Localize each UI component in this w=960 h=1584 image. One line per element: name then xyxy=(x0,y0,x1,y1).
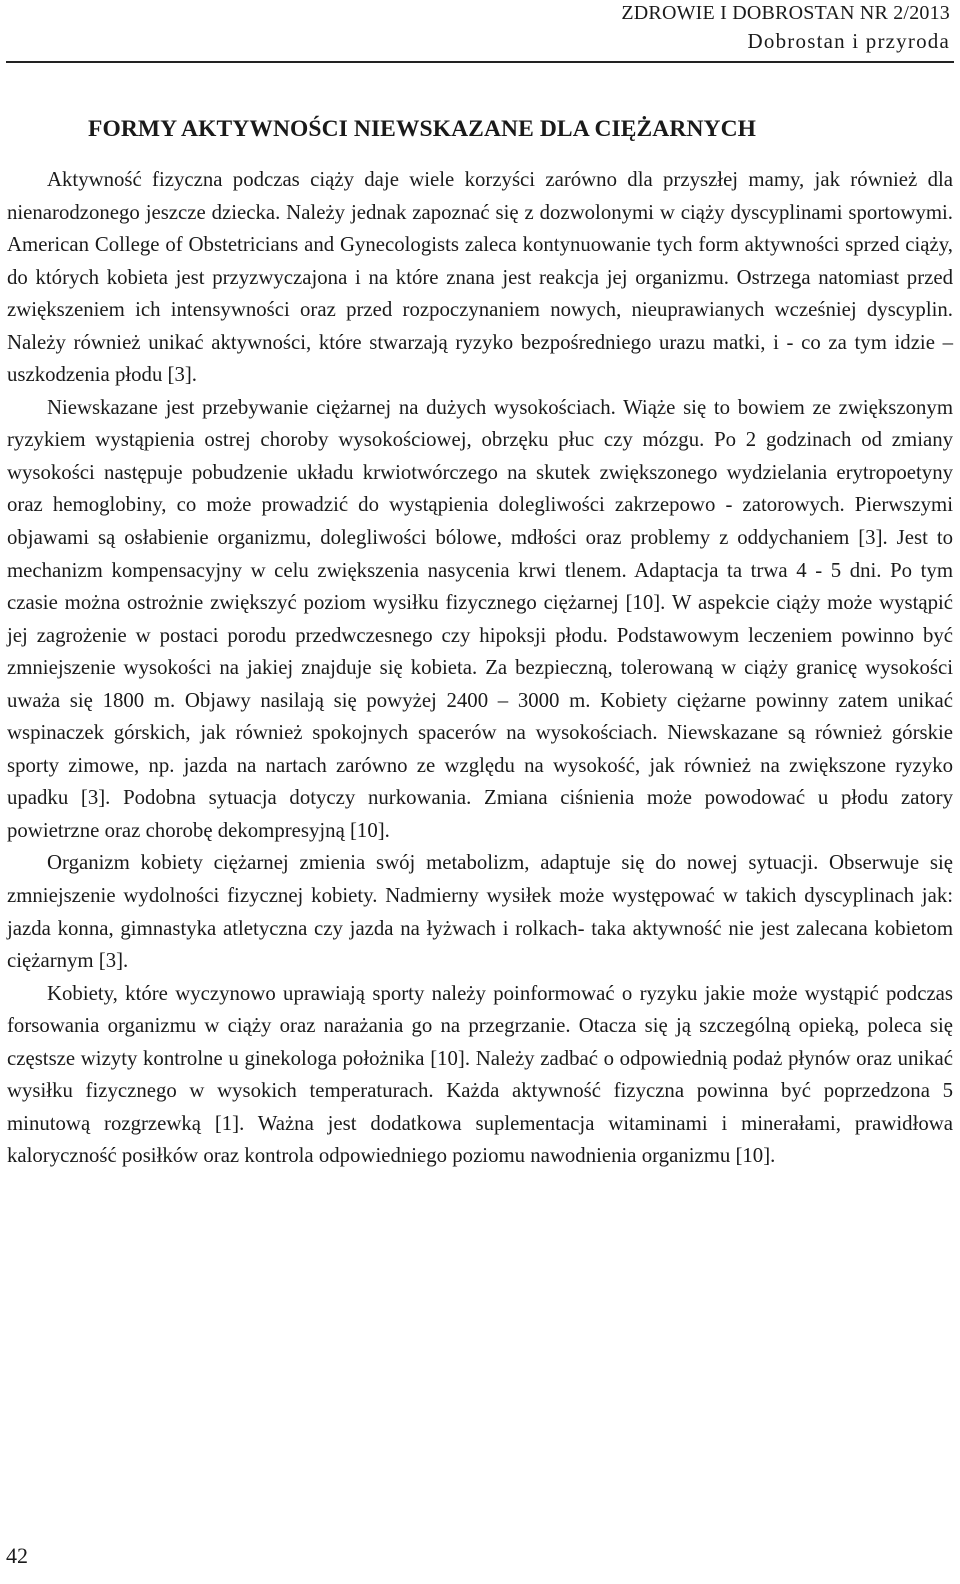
page-number: 42 xyxy=(6,1543,28,1568)
paragraph-4: Kobiety, które wyczynowo uprawiają sporty należy poinformować o ryzyku jakie może wystąpić podczas forsowania organizmu w ciąży oraz narażania go na przegrzanie. Otacza się ją szczególną opieką, poleca się częstsze wizyty kontrolne u ginekologa położnika [10]. Należy zadbać o odpowiednią podaż płynów oraz unikać wysiłku fizycznego w wysokich temperaturach. Każda aktywność fizyczna powinna być poprzedzona 5 minutową rozgrzewką [1]. Ważna jest dodatkowa suplementacja witaminami i minerałami, prawidłowa kaloryczność posiłków oraz kontrola odpowiedniego poziomu nawodnienia organizmu [10]. xyxy=(7,981,953,1168)
section-name: Dobrostan i przyroda xyxy=(747,29,950,53)
running-header xyxy=(621,0,950,56)
paragraph-3: Organizm kobiety ciężarnej zmienia swój metabolizm, adaptuje się do nowej sytuacji. Obserwuje się zmniejszenie wydolności fizycznej kobiety. Nadmierny wysiłek może występować w takich dyscyplinach jak: jazda konna, gimnastyka atletyczna czy jazda na łyżwach i rolkach- taka aktywność nie jest zalecana kobietom ciężarnym [3]. xyxy=(7,851,953,973)
article-title: FORMY AKTYWNOŚCI NIEWSKAZANE DLA CIĘŻARNYCH xyxy=(88,116,757,142)
paragraph-2: Niewskazane jest przebywanie ciężarnej na dużych wysokościach. Wiąże się to bowiem ze zwiększonym ryzykiem wystąpienia ostrej choroby wysokościowej, obrzęku płuc czy mózgu. Po 2 godzinach od zmiany wysokości następuje pobudzenie układu krwiotwórczego na skutek zwiększonego wydzielania erytropoetyny oraz hemoglobiny, co może prowadzić do wystąpienia dolegliwości zakrzepowo - zatorowych. Pierwszymi objawami są osłabienie organizmu, dolegliwości bólowe, mdłości oraz problemy z oddychaniem [3]. Jest to mechanizm kompensacyjny w celu zwiększenia nasycenia krwi tlenem. Adaptacja ta trwa 4 - 5 dni. Po tym czasie można ostrożnie zwiększyć poziom wysiłku fizycznego ciężarnej [10]. W aspekcie ciąży może wystąpić jej zagrożenie w postaci porodu przedwczesnego czy hipoksji płodu. Podstawowym leczeniem powinno być zmniejszenie wysokości na jakiej znajduje się kobieta. Za bezpieczną, tolerowaną w ciąży granicę wysokości uważa się 1800 m. Objawy nasilają się powyżej 2400 – 3000 m. Kobiety ciężarne powinny zatem unikać wspinaczek górskich, jak również spokojnych spacerów na wysokościach. Niewskazane są również górskie sporty zimowe, np. jazda na nartach zarówno ze względu na wysokość, jak również na zwiększone ryzyko upadku [3]. Podobna sytuacja dotyczy nurkowania. Zmiana ciśnienia może powodować u płodu zatory powietrzne oraz chorobę dekompresyjną [10]. xyxy=(7,395,953,842)
journal-name: ZDROWIE I DOBROSTAN NR 2/2013 xyxy=(621,2,950,24)
header-divider xyxy=(6,61,954,63)
paragraph-1: Aktywność fizyczna podczas ciąży daje wiele korzyści zarówno dla przyszłej mamy, jak również dla nienarodzonego jeszcze dziecka. Należy jednak zapoznać się z dozwolonymi w ciąży dyscyplinami sportowymi. American College of Obstetricians and Gynecologists zaleca kontynuowanie tych form aktywności sprzed ciąży, do których kobieta jest przyzwyczajona i na które znana jest reakcja jej organizmu. Ostrzega natomiast przed zwiększeniem ich intensywności oraz przed rozpoczynaniem nowych, nieuprawianych wcześniej dyscyplin. Należy również unikać aktywności, które stwarzają ryzyko bezpośredniego urazu matki, i - co za tym idzie – uszkodzenia płodu [3]. xyxy=(7,168,953,387)
article-body xyxy=(7,164,953,1173)
